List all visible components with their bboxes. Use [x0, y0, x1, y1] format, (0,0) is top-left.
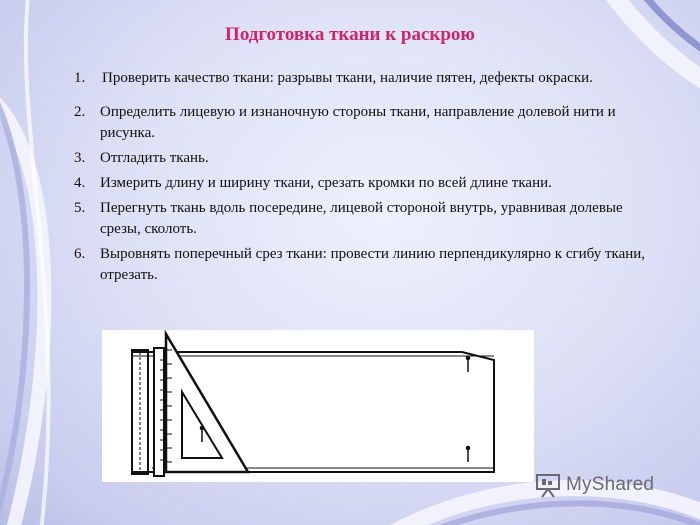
watermark-text: MyShared: [566, 474, 655, 495]
step-text: Выровнять поперечный срез ткани: провести линию перпендикулярно к сгибу ткани, отрезать.: [100, 246, 646, 283]
step-number: 6.: [74, 246, 86, 262]
step-item: [74, 198, 664, 240]
step-item: [74, 102, 664, 144]
step-item: [74, 173, 664, 194]
fabric-cutting-illustration: [102, 330, 534, 482]
step-number: 3.: [74, 150, 86, 166]
presentation-board-icon: [534, 471, 562, 499]
fabric-ruler-triangle-drawing: [102, 330, 534, 482]
step-item: [74, 68, 664, 89]
step-text: Отгладить ткань.: [100, 150, 209, 166]
watermark: [534, 470, 654, 500]
step-item: [74, 148, 664, 169]
step-number: 5.: [74, 200, 86, 216]
step-text: Определить лицевую и изнаночную стороны ткани, направление долевой нити и рисунка.: [100, 104, 616, 141]
slide-title: Подготовка ткани к раскрою: [225, 24, 475, 45]
step-number: 4.: [74, 175, 86, 191]
step-number: 1.: [74, 70, 86, 86]
step-item: [74, 244, 664, 286]
step-text: Проверить качество ткани: разрывы ткани, наличие пятен, дефекты окраски.: [102, 70, 593, 86]
step-number: 2.: [74, 104, 86, 120]
steps-list: [74, 68, 664, 290]
step-text: Измерить длину и ширину ткани, срезать кромки по всей длине ткани.: [100, 175, 552, 191]
step-text: Перегнуть ткань вдоль посередине, лицевой стороной внутрь, уравнивая долевые срезы, сколоть.: [100, 200, 623, 237]
